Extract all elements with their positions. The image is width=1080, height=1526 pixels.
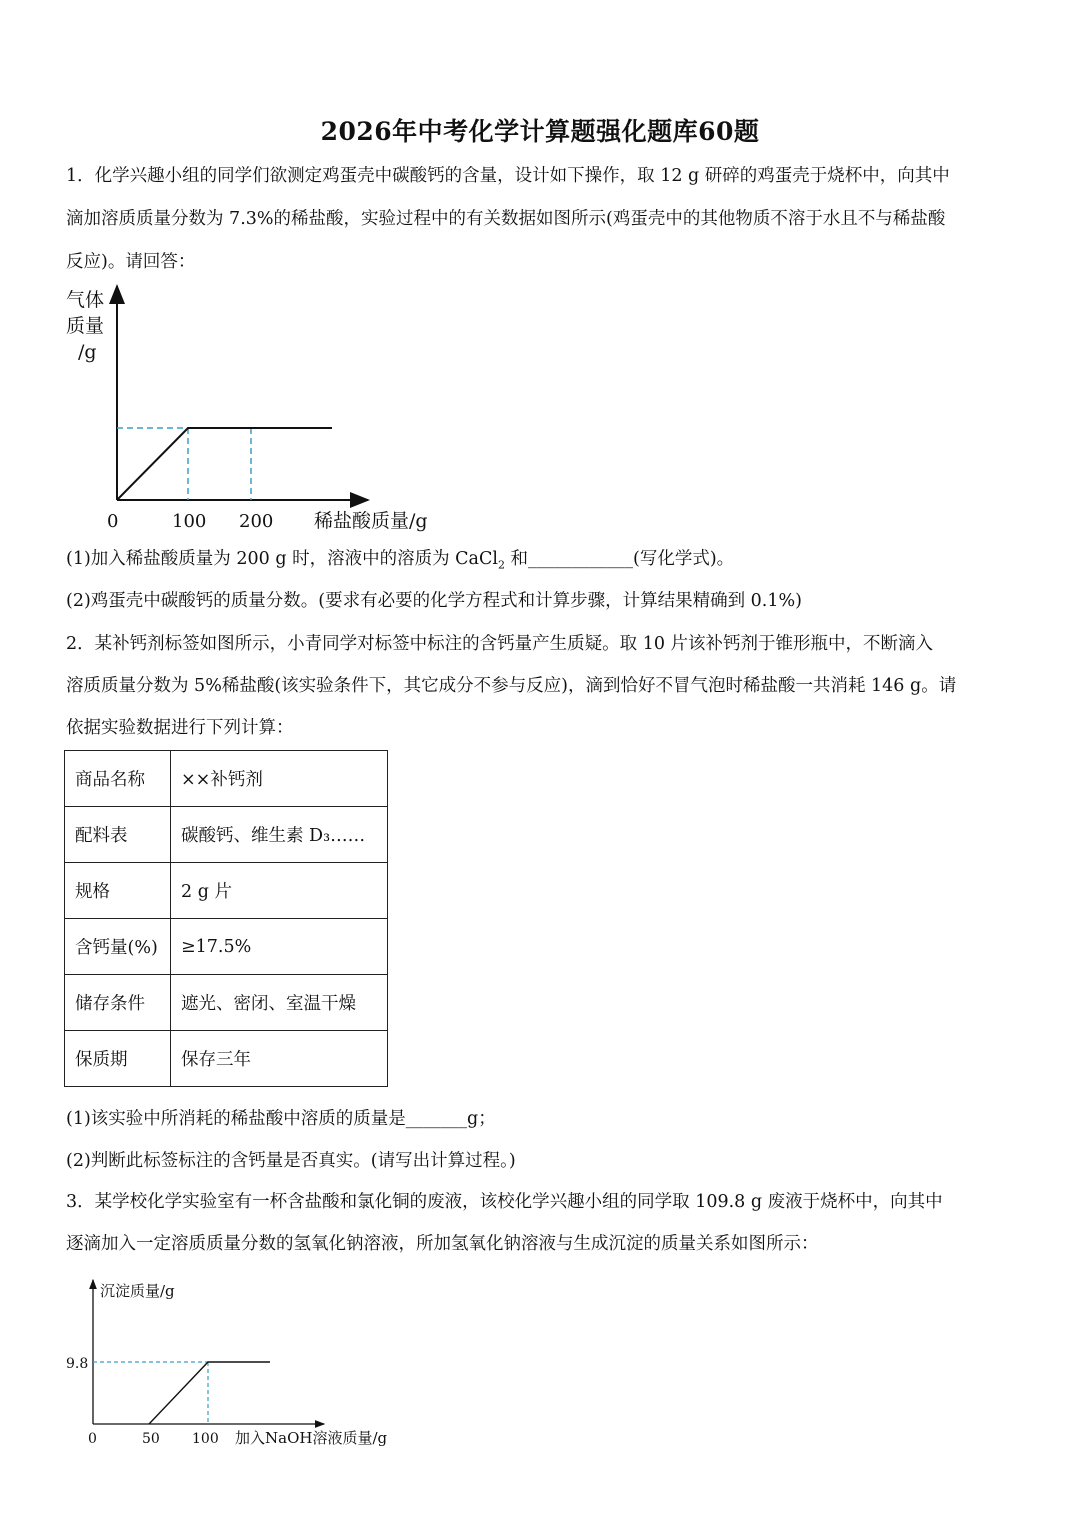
q2-sub1: (1)该实验中所消耗的稀盐酸中溶质的质量是_______g； [66,1109,496,1129]
table-value: ≥17.5% [171,919,388,975]
q1-text-line: 1．化学兴趣小组的同学们欲测定鸡蛋壳中碳酸钙的含量，设计如下操作，取 12 g 研碎的鸡蛋壳于烧杯中，向其中 [66,166,950,186]
q3-chart [60,1272,430,1457]
x-tick-label: 100 [172,511,207,532]
q2-text-line: 溶质质量分数为 5%稀盐酸(该实验条件下，其它成分不参与反应)，滴到恰好不冒气泡时稀盐酸一共消耗 146 g。请 [66,676,957,696]
table-value: 2 g 片 [171,863,388,919]
y-axis-label: 沉淀质量/g [100,1282,175,1300]
table-key: 配料表 [65,807,171,863]
x-tick-label: 50 [142,1431,160,1447]
table-row [65,807,388,863]
table-row [65,863,388,919]
table-key: 商品名称 [65,751,171,807]
data-line [117,428,332,500]
q1-chart [60,280,460,540]
q3-text-line: 3．某学校化学实验室有一杯含盐酸和氯化铜的废液，该校化学兴趣小组的同学取 109.8 g 废液于烧杯中，向其中 [66,1192,943,1212]
q2-text-line: 2．某补钙剂标签如图所示，小青同学对标签中标注的含钙量产生质疑。取 10 片该补钙剂于锥形瓶中，不断滴入 [66,634,934,654]
table-row [65,919,388,975]
table-value: ××补钙剂 [171,751,388,807]
x-tick-label: 200 [239,511,274,532]
supplement-label-table [64,750,388,1087]
x-tick-label: 100 [192,1431,219,1447]
origin-label: 0 [88,1431,97,1447]
table-key: 储存条件 [65,975,171,1031]
y-axis-label: 质量 [66,315,105,337]
table-key: 保质期 [65,1031,171,1087]
page-title: 2026年中考化学计算题强化题库60题 [320,117,760,146]
table-key: 含钙量(%) [65,919,171,975]
table-key: 规格 [65,863,171,919]
q2-text-line: 依据实验数据进行下列计算： [66,718,294,738]
table-row [65,1031,388,1087]
q1-text-line: 滴加溶质质量分数为 7.3%的稀盐酸，实验过程中的有关数据如图所示(鸡蛋壳中的其他物质不溶于水且不与稀盐酸 [66,209,946,229]
y-tick-label: 9.8 [66,1356,89,1372]
origin-label: 0 [107,511,119,532]
q1-sub1: (1)加入稀盐酸质量为 200 g 时，溶液中的溶质为 CaCl$_2$ 和____________(写化学式)。 [66,549,735,572]
y-axis-label: /g [78,341,97,363]
data-line [149,1362,270,1424]
table-value: 遮光、密闭、室温干燥 [171,975,388,1031]
table-row [65,751,388,807]
table-row [65,975,388,1031]
x-axis-label: 稀盐酸质量/g [314,510,428,532]
table-value: 碳酸钙、维生素 D₃…… [171,807,388,863]
q2-sub2: (2)判断此标签标注的含钙量是否真实。(请写出计算过程。) [66,1151,516,1171]
table-value: 保存三年 [171,1031,388,1087]
y-axis-label: 气体 [66,289,105,311]
x-axis-label: 加入NaOH溶液质量/g [235,1429,388,1447]
q1-text-line: 反应)。请回答： [66,252,196,272]
q3-text-line: 逐滴加入一定溶质质量分数的氢氧化钠溶液，所加氢氧化钠溶液与生成沉淀的质量关系如图所示： [66,1234,819,1254]
q1-sub2: (2)鸡蛋壳中碳酸钙的质量分数。(要求有必要的化学方程式和计算步骤，计算结果精确到 0.1%) [66,591,802,611]
